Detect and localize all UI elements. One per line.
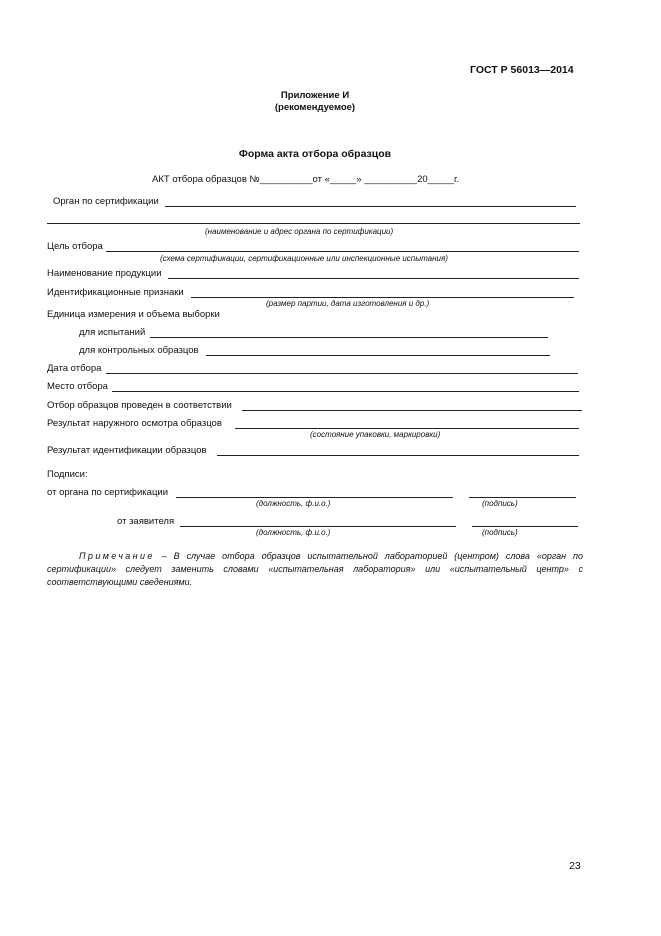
purpose-caption: (схема сертификации, сертификационные или инспекционные испытания) [160,254,448,263]
external-result-line [235,428,579,429]
sampling-place-label: Место отбора [47,381,108,392]
standard-number: ГОСТ Р 56013—2014 [470,64,574,76]
sampling-date-line [106,373,578,374]
cert-body-line [165,206,576,207]
identification-line [191,297,574,298]
product-name-label: Наименование продукции [47,268,162,279]
sign-applicant-position-line [180,526,456,527]
sampling-per-label: Отбор образцов проведен в соответствии [47,400,232,411]
sign-cert-body-signature-line [469,497,576,498]
sign-applicant-label: от заявителя [117,516,175,527]
appendix-title: Приложение И [280,90,350,101]
sampling-per-line [242,410,582,411]
for-control-label: для контрольных образцов [79,345,199,356]
signatures-heading: Подписи: [47,469,88,480]
cert-body-line-2 [47,223,580,224]
note-label: Примечание [79,551,155,561]
cert-body-label: Орган по сертификации [53,196,159,207]
sign-applicant-signature-caption: (подпись) [482,528,518,537]
for-tests-label: для испытаний [79,327,146,338]
sampling-place-line [112,391,579,392]
identification-caption: (размер партии, дата изготовления и др.) [266,299,430,308]
unit-volume-label: Единица измерения и объема выборки [47,309,220,320]
sign-cert-body-label: от органа по сертификации [47,487,168,498]
form-title: Форма акта отбора образцов [238,148,392,160]
product-name-line [168,278,579,279]
sign-cert-body-position-line [176,497,453,498]
ident-result-label: Результат идентификации образцов [47,445,207,456]
sign-cert-body-position-caption: (должность, ф.и.о.) [256,499,331,508]
for-control-line [206,355,550,356]
for-tests-line [150,337,548,338]
act-line: АКТ отбора образцов №__________от «_____» __________20_____г. [152,174,459,185]
sign-cert-body-signature-caption: (подпись) [482,499,518,508]
sign-applicant-signature-line [472,526,578,527]
cert-body-caption: (наименование и адрес органа по сертификации) [205,227,394,236]
identification-label: Идентификационные признаки [47,287,184,298]
purpose-label: Цель отбора [47,241,103,252]
appendix-subtitle: (рекомендуемое) [274,102,356,113]
note-paragraph [47,550,583,589]
external-result-label: Результат наружного осмотра образцов [47,418,222,429]
sampling-date-label: Дата отбора [47,363,102,374]
external-caption: (состояние упаковки, маркировки) [310,430,441,439]
page-number: 23 [569,860,581,872]
note-text: – В случае отбора образцов испытательной лабораторией (центром) слова «орган по сертификации» следует заменить словами «испытательная лаборатория» или «испытательный центр» с соответствующими сведениями. [47,551,583,587]
ident-result-line [217,455,579,456]
sign-applicant-position-caption: (должность, ф.и.о.) [256,528,331,537]
purpose-line [106,251,579,252]
